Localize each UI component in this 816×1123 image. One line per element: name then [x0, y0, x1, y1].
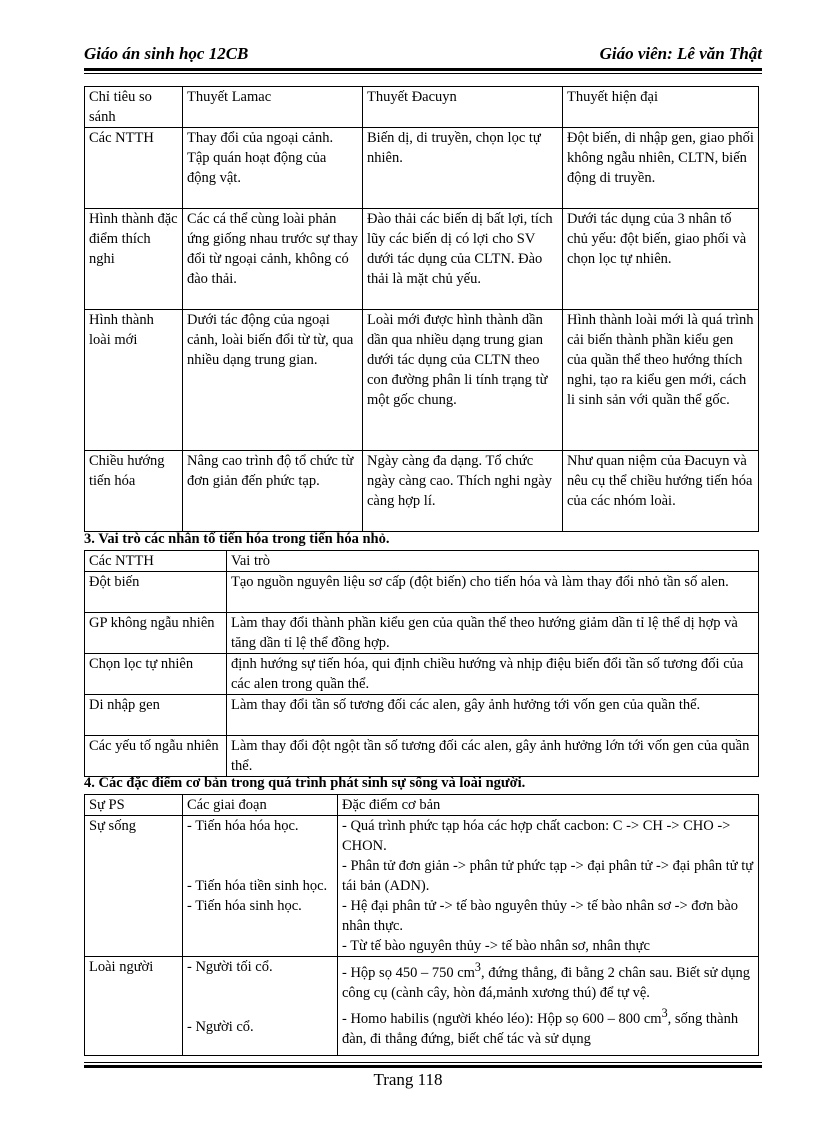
table-header-cell: Vai trò: [227, 551, 759, 572]
table-header-cell: Thuyết Đacuyn: [363, 87, 563, 128]
table-header-cell: Các NTTH: [85, 551, 227, 572]
table-cell: định hướng sự tiến hóa, qui định chiều hướng và nhịp điệu biến đổi tần số tương đối của các alen trong quần thể.: [227, 654, 759, 695]
section-3-title: 3. Vai trò các nhân tố tiến hóa trong tiến hóa nhỏ.: [84, 531, 390, 547]
table-header-row: [85, 795, 759, 816]
table-cell: Dưới tác động của ngoại cảnh, loài biến đổi từ từ, qua nhiều dạng trung gian.: [183, 310, 363, 451]
table-cell: Dưới tác dụng của 3 nhân tố chủ yếu: đột biến, giao phối và chọn lọc tự nhiên.: [563, 209, 759, 310]
table-cell: Ngày càng đa dạng. Tổ chức ngày càng cao. Thích nghi ngày càng hợp lí.: [363, 451, 563, 532]
table-cell: Đột biến: [85, 572, 227, 613]
table-row: [85, 613, 759, 654]
section-4-title: 4. Các đặc điểm cơ bản trong quá trình phát sinh sự sống và loài người.: [84, 775, 526, 791]
stage-text: - Tiến hóa sinh học.: [187, 898, 302, 914]
footer-rule-thick: [84, 1065, 762, 1068]
table-header-cell: Đặc điểm cơ bản: [338, 795, 759, 816]
table-cell: Các cá thể cùng loài phản ứng giống nhau trước sự thay đổi từ ngoại cảnh, không có đào thải.: [183, 209, 363, 310]
table-cell: [183, 957, 338, 1056]
table-row: [85, 572, 759, 613]
table-row: [85, 451, 759, 532]
table-cell: Chiều hướng tiến hóa: [85, 451, 183, 532]
header-teacher: Giáo viên: Lê văn Thật: [599, 44, 762, 63]
stage-text: - Tiến hóa hóa học.: [187, 818, 299, 834]
table-cell: Đào thải các biến dị bất lợi, tích lũy các biến dị có lợi cho SV dưới tác dụng của CLTN. Đào thải là mặt chủ yếu.: [363, 209, 563, 310]
table-cell: Thay đổi của ngoại cảnh. Tập quán hoạt động của động vật.: [183, 128, 363, 209]
table-header-cell: Các giai đoạn: [183, 795, 338, 816]
table-row: [85, 209, 759, 310]
table-row: [85, 736, 759, 777]
table-cell: Sự sống: [85, 816, 183, 957]
table-cell: Chọn lọc tự nhiên: [85, 654, 227, 695]
table-cell: Loài người: [85, 957, 183, 1056]
feature-text: - Hệ đại phân tử -> tế bào nguyên thủy -> tế bào nhân sơ -> đơn bào nhân thực.: [342, 898, 739, 934]
table-cell: Các yếu tố ngẫu nhiên: [85, 736, 227, 777]
table-row: [85, 128, 759, 209]
table-cell: Tạo nguồn nguyên liệu sơ cấp (đột biến) cho tiến hóa và làm thay đổi nhỏ tần số alen.: [227, 572, 759, 613]
table-cell: Như quan niệm của Đacuyn và nêu cụ thể chiều hướng tiến hóa của các nhóm loài.: [563, 451, 759, 532]
feature-text: - Homo habilis (người khéo léo): Hộp sọ 600 – 800 $cm^3$, sống thành đàn, đi thẳng đứng, biết chế tác và sử dụng: [342, 1005, 739, 1047]
table-row: [85, 695, 759, 736]
table-cell: [183, 816, 338, 957]
table-cell: Làm thay đổi đột ngột tần số tương đối các alen, gây ảnh hưởng lớn tới vốn gen của quần thể.: [227, 736, 759, 777]
footer-rule-thin: [84, 1062, 762, 1063]
table-cell: Các NTTH: [85, 128, 183, 209]
table-cell: Nâng cao trình độ tổ chức từ đơn giản đến phức tạp.: [183, 451, 363, 532]
table-cell: [338, 957, 759, 1056]
feature-text: - Từ tế bào nguyên thủy -> tế bào nhân sơ, nhân thực: [342, 938, 650, 954]
header-rule-thin: [84, 73, 762, 74]
evolution-factors-table: [84, 550, 759, 777]
page-number: Trang 118: [373, 1070, 443, 1089]
feature-text: - Hộp sọ 450 – 750 $cm^3$, đứng thẳng, đi bằng 2 chân sau. Biết sử dụng công cụ (cành cây, hòn đá,mảnh xương thú) để tự vệ.: [342, 960, 750, 1001]
table-header-cell: Thuyết Lamac: [183, 87, 363, 128]
table-row: [85, 816, 759, 957]
table-row: [85, 957, 759, 1056]
table-cell: Hình thành đặc điểm thích nghi: [85, 209, 183, 310]
table-header-cell: Sự PS: [85, 795, 183, 816]
page-header: [84, 44, 762, 66]
header-rule-thick: [84, 68, 762, 71]
stage-text: - Người tối cổ.: [187, 959, 273, 975]
table-cell: Làm thay đổi tần số tương đối các alen, gây ảnh hưởng tới vốn gen của quần thể.: [227, 695, 759, 736]
table-cell: Đột biến, di nhập gen, giao phối không ngẫu nhiên, CLTN, biến động di truyền.: [563, 128, 759, 209]
table-cell: Loài mới được hình thành dần dần qua nhiều dạng trung gian dưới tác dụng của CLTN theo con đường phân li tính trạng từ một gốc chung.: [363, 310, 563, 451]
table-cell: GP không ngẫu nhiên: [85, 613, 227, 654]
stage-text: - Tiến hóa tiền sinh học.: [187, 878, 328, 894]
feature-text: - Quá trình phức tạp hóa các hợp chất cacbon: C -> CH -> CHO -> CHON.: [342, 818, 731, 854]
table-header-cell: Chỉ tiêu so sánh: [85, 87, 183, 128]
origin-of-life-table: [84, 794, 759, 1056]
table-row: [85, 654, 759, 695]
table-header-row: [85, 87, 759, 128]
table-cell: Di nhập gen: [85, 695, 227, 736]
table-cell: Làm thay đổi thành phần kiểu gen của quần thể theo hướng giảm dần tỉ lệ thể dị hợp và tăng dần tỉ lệ thể đồng hợp.: [227, 613, 759, 654]
header-subject: Giáo án sinh học 12CB: [84, 44, 249, 63]
theory-comparison-table: [84, 86, 759, 532]
table-cell: Hình thành loài mới: [85, 310, 183, 451]
table-cell: Biến dị, di truyền, chọn lọc tự nhiên.: [363, 128, 563, 209]
table-cell: [338, 816, 759, 957]
table-header-row: [85, 551, 759, 572]
table-row: [85, 310, 759, 451]
feature-text: - Phân tử đơn giản -> phân tử phức tạp -> đại phân tử -> đại phân tử tự tái bản (ADN).: [342, 858, 754, 894]
table-header-cell: Thuyết hiện đại: [563, 87, 759, 128]
stage-text: - Người cổ.: [187, 1019, 254, 1035]
table-cell: Hình thành loài mới là quá trình cải biến thành phần kiểu gen của quần thể theo hướng thích nghi, tạo ra kiểu gen mới, cách li sinh sản với quần thể gốc.: [563, 310, 759, 451]
